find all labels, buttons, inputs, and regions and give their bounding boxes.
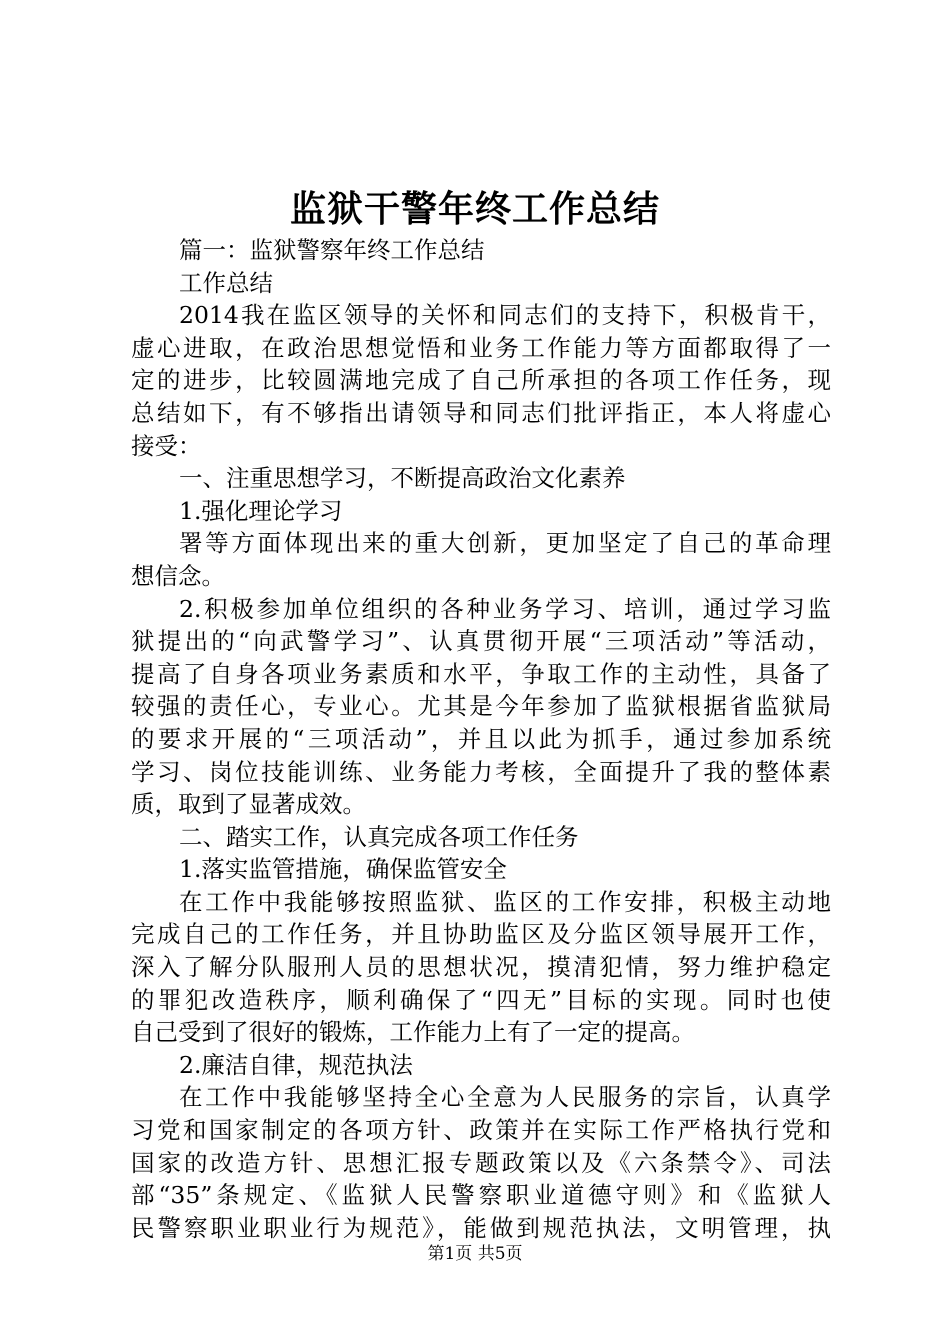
paragraph-line: 1.落实监管措施，确保监管安全	[179, 855, 507, 884]
paragraph-line: 工作总结	[179, 268, 273, 297]
paragraph-line: 的要求开展的“三项活动”，并且以此为抓手，通过参加系统	[131, 724, 831, 753]
document-body	[131, 234, 831, 1244]
paragraph-line: 质，取到了显著成效。	[131, 790, 366, 819]
paragraph-line: 定的进步，比较圆满地完成了自己所承担的各项工作任务，现	[131, 366, 831, 395]
paragraph-line: 篇一：监狱警察年终工作总结	[179, 236, 485, 264]
document-title: 监狱干警年终工作总结	[289, 188, 660, 230]
paragraph-line: 2014我在监区领导的关怀和同志们的支持下，积极肯干，	[179, 301, 831, 330]
paragraph-line: 虚心进取，在政治思想觉悟和业务工作能力等方面都取得了一	[131, 333, 831, 362]
paragraph-line: 2.廉洁自律，规范执法	[179, 1050, 413, 1079]
paragraph-line: 的罪犯改造秩序，顺利确保了“四无”目标的实现。同时也使	[131, 985, 831, 1014]
paragraph-line: 学习、岗位技能训练、业务能力考核，全面提升了我的整体素	[131, 757, 831, 786]
paragraph-line: 接受：	[131, 431, 202, 460]
paragraph-line: 习党和国家制定的各项方针、政策并在实际工作严格执行党和	[131, 1116, 831, 1145]
paragraph-line: 较强的责任心，专业心。尤其是今年参加了监狱根据省监狱局	[131, 692, 831, 721]
paragraph-line: 二、踏实工作，认真完成各项工作任务	[179, 822, 579, 851]
paragraph-line: 部“35”条规定、《监狱人民警察职业道德守则》和《监狱人	[131, 1181, 831, 1210]
paragraph-line: 国家的改造方针、思想汇报专题政策以及《六条禁令》、司法	[131, 1148, 831, 1177]
paragraph-line: 提高了自身各项业务素质和水平，争取工作的主动性，具备了	[131, 659, 831, 688]
paragraph-line: 深入了解分队服刑人员的思想状况，摸清犯情，努力维护稳定	[131, 953, 831, 982]
paragraph-line: 1.强化理论学习	[179, 496, 343, 525]
paragraph-line: 完成自己的工作任务，并且协助监区及分监区领导展开工作，	[131, 920, 831, 949]
paragraph-line: 想信念。	[131, 561, 225, 590]
paragraph-line: 狱提出的“向武警学习”、认真贯彻开展“三项活动”等活动，	[131, 627, 831, 656]
paragraph-line: 署等方面体现出来的重大创新，更加坚定了自己的革命理	[179, 529, 831, 558]
paragraph-line: 在工作中我能够坚持全心全意为人民服务的宗旨，认真学	[179, 1083, 831, 1112]
paragraph-line: 自己受到了很好的锻炼，工作能力上有了一定的提高。	[131, 1018, 695, 1047]
page-footer: 第1页 共5页	[427, 1244, 523, 1264]
paragraph-line: 总结如下，有不够指出请领导和同志们批评指正，本人将虚心	[131, 398, 831, 427]
paragraph-line: 民警察职业职业行为规范》，能做到规范执法，文明管理，执	[131, 1213, 831, 1242]
paragraph-line: 2.积极参加单位组织的各种业务学习、培训，通过学习监	[179, 594, 831, 623]
paragraph-line: 一、注重思想学习，不断提高政治文化素养	[179, 464, 626, 493]
paragraph-line: 在工作中我能够按照监狱、监区的工作安排，积极主动地	[179, 887, 831, 916]
